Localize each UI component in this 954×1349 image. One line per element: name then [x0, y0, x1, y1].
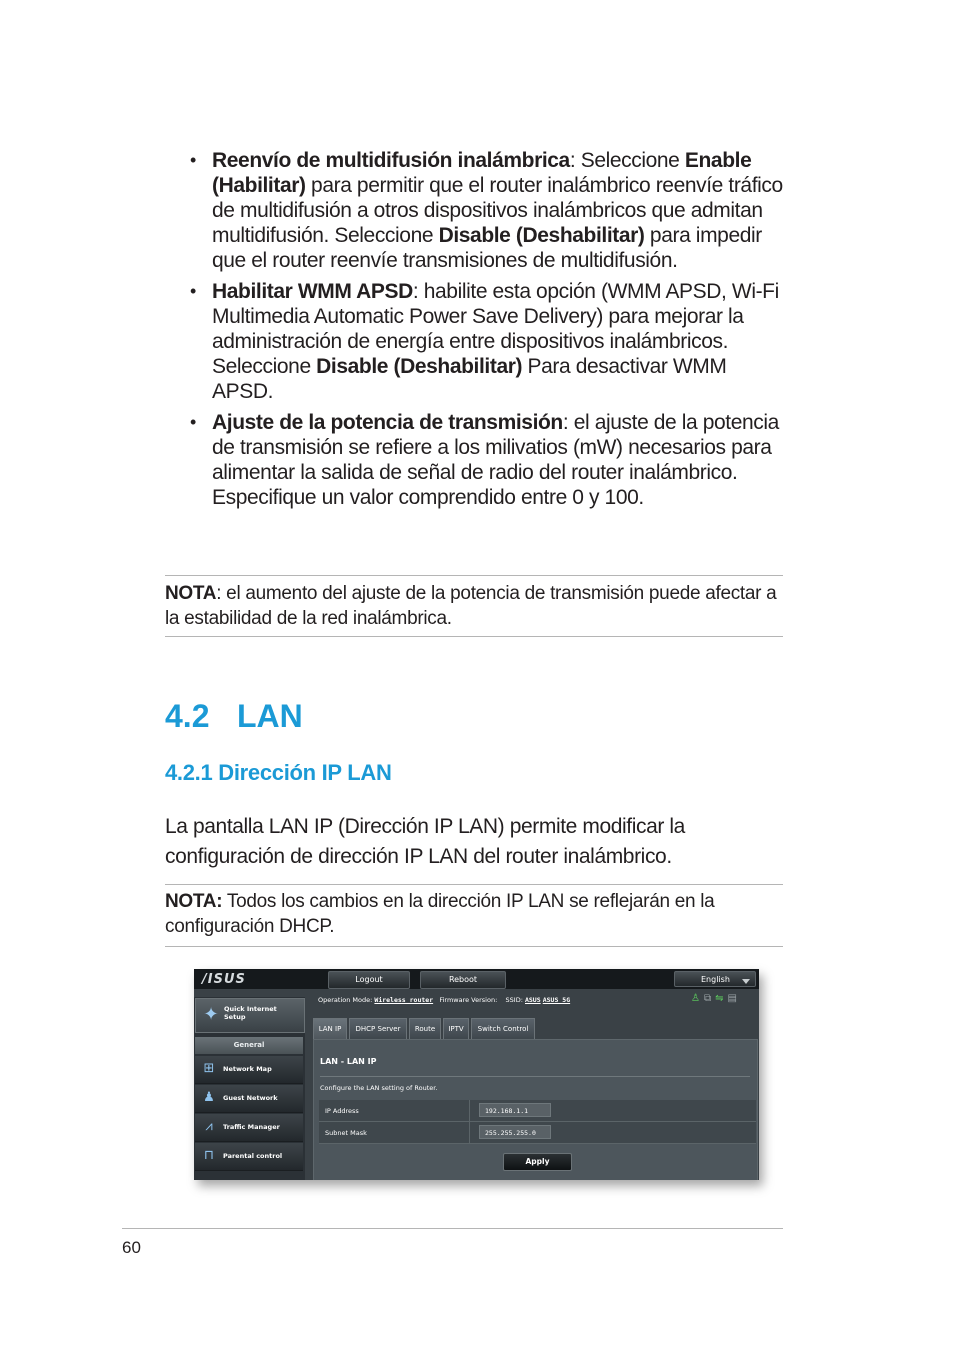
row-separator	[469, 1122, 470, 1143]
bullet-text: para impedir que el router reenvíe transmisiones de multidifusión.	[212, 224, 762, 272]
bullet-list	[190, 148, 790, 516]
magic-wand-icon: ✦	[203, 1004, 219, 1025]
footer-rule	[122, 1228, 783, 1229]
reboot-button[interactable]: Reboot	[420, 971, 506, 989]
traffic-graph-icon: ⩘	[205, 1119, 213, 1134]
firmware-label: Firmware Version:	[439, 996, 498, 1004]
copy-status-icon[interactable]: ⧉	[703, 993, 716, 1004]
bullet-term: Ajuste de la potencia de transmisión	[212, 411, 563, 434]
user-status-icon[interactable]: ♙	[691, 993, 704, 1004]
ip-address-input[interactable]: 192.168.1.1	[479, 1103, 551, 1117]
note-label: NOTA	[165, 583, 217, 604]
lan-ip-panel	[313, 1039, 758, 1180]
bullet-item-wmm-apsd	[190, 279, 790, 404]
ssid-value-2: ASUS_5G	[542, 996, 571, 1004]
tab-switch-control[interactable]: Switch Control	[471, 1018, 535, 1041]
bullet-dot: •	[190, 281, 196, 301]
printer-icon[interactable]: ▤	[727, 993, 741, 1004]
asus-logo: /ISUS	[202, 972, 246, 987]
tab-iptv[interactable]: IPTV	[443, 1018, 469, 1041]
bullet-term: Reenvío de multidifusión inalámbrica	[212, 149, 570, 172]
body-paragraph: La pantalla LAN IP (Dirección IP LAN) permite modificar la configuración de dirección IP LAN del router inalámbrico.	[165, 815, 685, 868]
router-screenshot	[194, 969, 759, 1180]
note-rule-top	[165, 575, 783, 576]
apply-button[interactable]: Apply	[503, 1153, 572, 1171]
subnet-mask-label: Subnet Mask	[325, 1129, 367, 1137]
row-separator	[469, 1100, 470, 1121]
sidebar-item-parental-control[interactable]	[195, 1143, 303, 1171]
note-label: NOTA:	[165, 891, 223, 912]
note-text: Todos los cambios en la dirección IP LAN se reflejarán en la configuración DHCP.	[165, 891, 715, 937]
bullet-text: : el ajuste de la potencia de transmisión se refiere a los milivatios (mW) necesarios para alimentar la salida de señal de radio del router inalámbrico. Especifique un valor comprendido entre 0 y 100.	[212, 411, 779, 509]
bullet-item-tx-power	[190, 410, 790, 510]
page-number: 60	[122, 1238, 141, 1257]
bullet-text: para permitir que el router inalámbrico reenvíe tráfico de multidifusión a otros dispositivos inalámbricos que admitan multidifusión. Seleccione	[212, 174, 783, 247]
sidebar-item-label: Parental control	[223, 1152, 283, 1160]
ip-address-row	[319, 1100, 756, 1122]
quick-internet-setup-button[interactable]	[195, 998, 305, 1033]
bullet-dot: •	[190, 412, 196, 432]
subnet-mask-input[interactable]: 255.255.255.0	[479, 1125, 551, 1139]
section-number: 4.2	[165, 698, 210, 734]
panel-description: Configure the LAN setting of Router.	[320, 1084, 438, 1092]
section-title: LAN	[237, 698, 303, 734]
language-label: English	[701, 975, 730, 984]
bullet-text: : Seleccione	[569, 149, 685, 172]
router-sidebar	[194, 997, 305, 1180]
network-map-icon: ⊞	[203, 1061, 215, 1076]
lock-icon: ⊓	[203, 1148, 215, 1163]
language-select[interactable]	[674, 971, 756, 987]
router-topbar	[194, 969, 759, 989]
note2-rule-bottom	[165, 946, 783, 947]
bullet-dot: •	[190, 150, 196, 170]
tab-route[interactable]: Route	[409, 1018, 441, 1041]
status-line	[318, 996, 570, 1004]
sidebar-item-network-map[interactable]	[195, 1056, 303, 1084]
sidebar-item-label: Network Map	[223, 1065, 272, 1073]
ip-address-label: IP Address	[325, 1107, 359, 1115]
note-dhcp	[165, 889, 783, 939]
bullet-text: Para desactivar WMM APSD.	[212, 355, 727, 403]
quick-setup-label: Quick Internet Setup	[224, 1005, 277, 1021]
guest-users-icon: ♟	[203, 1090, 215, 1105]
note-rule-bottom	[165, 636, 783, 637]
panel-title: LAN - LAN IP	[320, 1057, 377, 1066]
usb-icon[interactable]: ⇋	[715, 993, 728, 1004]
ssid-label: SSID:	[505, 996, 523, 1004]
sidebar-general-header: General	[195, 1037, 303, 1054]
bullet-bold: Disable (Deshabilitar)	[316, 355, 523, 378]
logout-button[interactable]: Logout	[328, 971, 410, 989]
ssid-value-1: ASUS	[524, 996, 541, 1004]
tab-lan-ip[interactable]: LAN IP	[313, 1018, 347, 1041]
op-mode-label: Operation Mode:	[318, 996, 373, 1004]
panel-divider	[320, 1076, 750, 1077]
bullet-term: Habilitar WMM APSD	[212, 280, 413, 303]
subnet-mask-row	[319, 1122, 756, 1144]
dropdown-arrow-icon	[742, 979, 750, 984]
note-power	[165, 581, 783, 631]
sidebar-item-traffic-manager[interactable]	[195, 1114, 303, 1142]
op-mode-value[interactable]: Wireless router	[374, 996, 434, 1004]
status-icons	[691, 993, 741, 1004]
bullet-bold: Disable (Deshabilitar)	[438, 224, 645, 247]
sidebar-item-label: Traffic Manager	[223, 1123, 280, 1131]
bullet-bold: Enable (Habilitar)	[212, 149, 752, 197]
note-text: : el aumento del ajuste de la potencia de transmisión puede afectar a la estabilidad de la red inalámbrica.	[165, 583, 777, 629]
section-heading	[165, 698, 303, 735]
bullet-text: : habilite esta opción (WMM APSD, Wi-Fi Multimedia Automatic Power Save Delivery) para mejorar la administración de energía entre dispositivos inalámbricos. Seleccione	[212, 280, 779, 378]
sidebar-item-guest-network[interactable]	[195, 1085, 303, 1113]
bullet-item-multicast	[190, 148, 790, 273]
sidebar-item-label: Guest Network	[223, 1094, 278, 1102]
tab-dhcp-server[interactable]: DHCP Server	[349, 1018, 407, 1041]
note2-rule-top	[165, 884, 783, 885]
subsection-heading: 4.2.1 Dirección IP LAN	[165, 760, 392, 785]
